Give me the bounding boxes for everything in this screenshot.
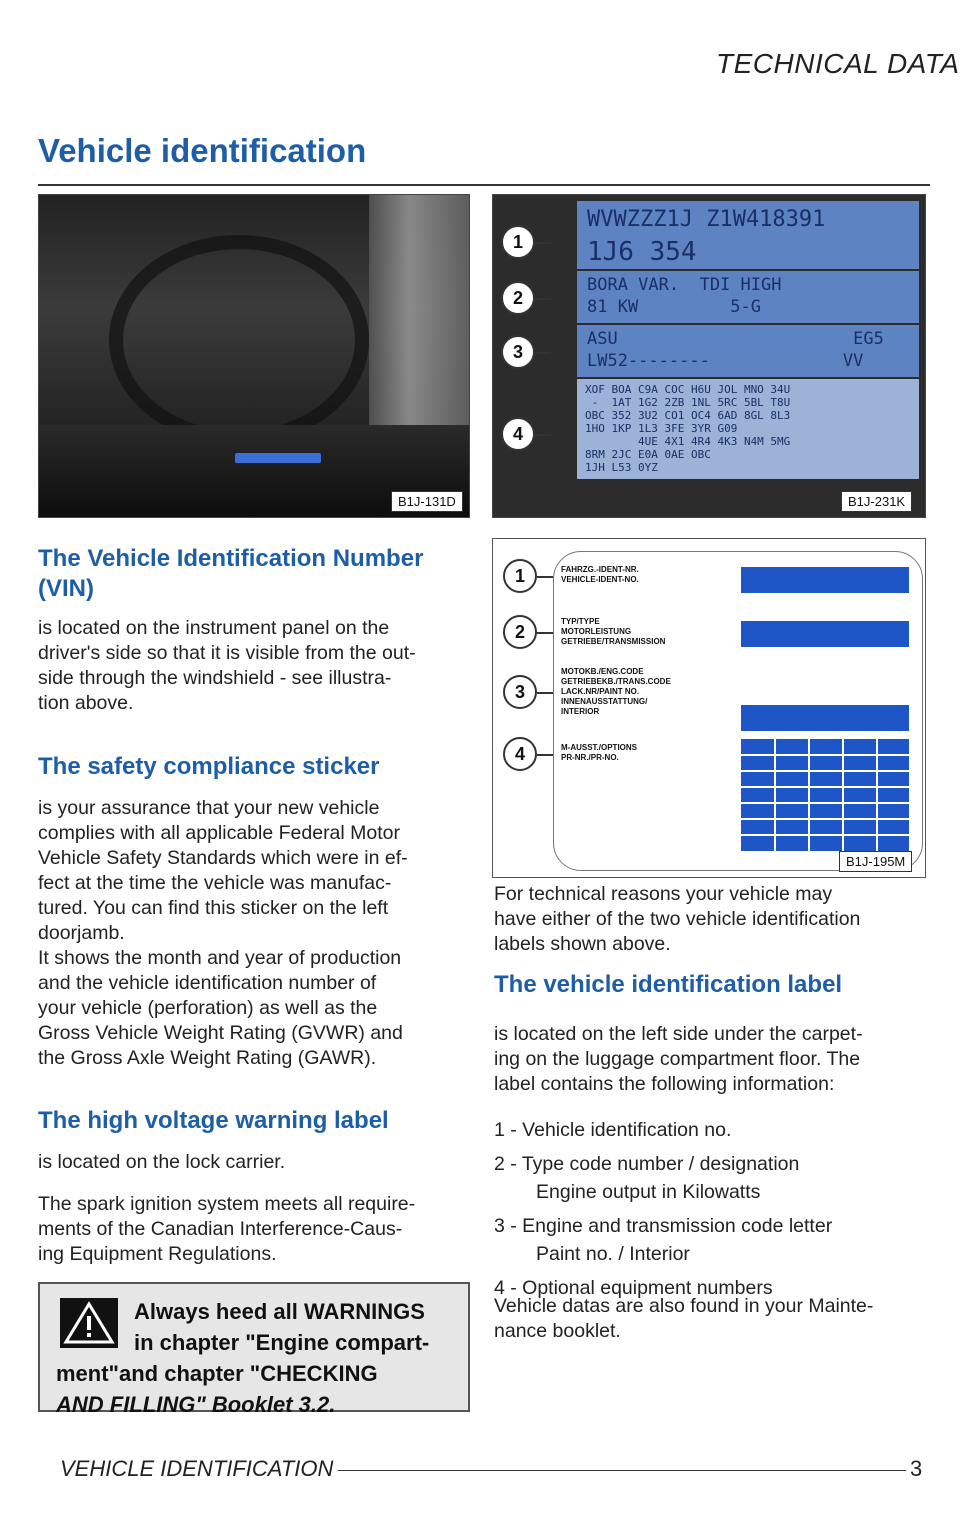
voltage-heading: The high voltage warning label — [38, 1107, 389, 1134]
photo-figure-code: B1J-131D — [391, 491, 463, 512]
warning-line-2: in chapter "Engine compart- — [134, 1330, 430, 1355]
label-marker-3: 3 — [503, 675, 537, 709]
text-line: tured. You can find this sticker on the left — [38, 897, 389, 919]
sticker-option-line: OBC 352 3U2 CO1 OC4 6AD 8GL 8L3 — [585, 409, 791, 422]
label-field-4 — [561, 743, 637, 763]
grid-line — [741, 834, 909, 836]
sticker-line-4: 81 KW 5-G — [587, 297, 761, 317]
text-line: Gross Vehicle Weight Rating (GVWR) and — [38, 1022, 403, 1044]
label-field-text: GETRIEBE/TRANSMISSION — [561, 637, 666, 646]
sticker-band-1 — [577, 201, 919, 269]
sticker-line-2: 1J6 354 — [587, 237, 697, 267]
steering-wheel-graphic — [109, 235, 369, 445]
label-bar-2 — [741, 621, 909, 647]
reasons-paragraph — [494, 882, 930, 957]
label-field-text: LACK.NR/PAINT NO. — [561, 687, 640, 696]
text-line: ing Equipment Regulations. — [38, 1243, 277, 1265]
text-line: ing on the luggage compartment floor. The — [494, 1048, 861, 1070]
title-rule — [38, 184, 930, 186]
label-field-text: GETRIEBEKB./TRANS.CODE — [561, 677, 671, 686]
warning-triangle-icon — [60, 1298, 118, 1348]
text-line: have either of the two vehicle identification — [494, 908, 861, 930]
label-field-1 — [561, 565, 639, 585]
voltage-paragraph — [38, 1192, 474, 1267]
text-line: label contains the following information: — [494, 1073, 835, 1095]
text-line: Vehicle Safety Standards which were in ef- — [38, 847, 408, 869]
sticker-option-line: 1JH L53 0YZ — [585, 461, 658, 474]
label-field-text: M-AUSST./OPTIONS — [561, 743, 638, 752]
sticker-marker-4: 4 — [501, 417, 535, 451]
text-line: labels shown above. — [494, 933, 671, 955]
sticker-band-2 — [577, 271, 919, 323]
label-info-list — [494, 1116, 930, 1302]
text-line: nance booklet. — [494, 1320, 621, 1342]
list-item: Engine output in Kilowatts — [536, 1181, 761, 1203]
text-line: driver's side so that it is visible from the out- — [38, 642, 416, 664]
text-line: ments of the Canadian Interference-Caus- — [38, 1218, 403, 1240]
label-field-text: INTERIOR — [561, 707, 600, 716]
text-line: Vehicle datas are also found in your Mainte- — [494, 1295, 874, 1317]
sticker-marker-2: 2 — [501, 281, 535, 315]
footer-rule — [338, 1470, 906, 1471]
safety-heading: The safety compliance sticker — [38, 753, 380, 780]
sticker-option-line: 8RM 2JC E0A 0AE OBC — [585, 448, 711, 461]
grid-line — [741, 818, 909, 820]
sticker-option-line: XOF BOA C9A COC H6U JOL MNO 34U — [585, 383, 791, 396]
sticker-line-3: BORA VAR. TDI HIGH — [587, 275, 782, 295]
grid-line — [741, 802, 909, 804]
label-field-text: MOTOKB./ENG.CODE — [561, 667, 644, 676]
sticker-option-line: - 1AT 1G2 2ZB 1NL 5RC 5BL T8U — [585, 396, 791, 409]
text-line: your vehicle (perforation) as well as the — [38, 997, 378, 1019]
label-field-3 — [561, 667, 671, 717]
warning-line-4: AND FILLING" Booklet 3.2. — [56, 1392, 336, 1417]
vin-paragraph — [38, 616, 474, 716]
warning-line-1: Always heed all WARNINGS — [134, 1299, 425, 1324]
text-line: fect at the time the vehicle was manufac- — [38, 872, 392, 894]
text-line: is your assurance that your new vehicle — [38, 797, 380, 819]
sticker-band-3 — [577, 325, 919, 377]
grid-line — [741, 786, 909, 788]
text-line: doorjamb. — [38, 922, 125, 944]
vin-sticker-image — [492, 194, 926, 518]
vin-heading: The Vehicle Identification Number (VIN) — [38, 545, 424, 602]
warning-box — [38, 1282, 470, 1417]
label-figure-code: B1J-195M — [839, 851, 912, 872]
safety-paragraph — [38, 796, 474, 1071]
label-bar-1 — [741, 567, 909, 593]
label-field-2 — [561, 617, 665, 647]
label-paragraph — [494, 1022, 930, 1097]
grid-line — [741, 770, 909, 772]
list-item: 2 - Type code number / designation — [494, 1153, 800, 1175]
label-marker-1: 1 — [503, 559, 537, 593]
text-line: the Gross Axle Weight Rating (GAWR). — [38, 1047, 377, 1069]
label-heading: The vehicle identification label — [494, 971, 843, 998]
sticker-options-band — [577, 379, 919, 479]
label-field-text: VEHICLE-IDENT-NO. — [561, 575, 639, 584]
text-line: and the vehicle identification number of — [38, 972, 377, 994]
list-item: Paint no. / Interior — [536, 1243, 690, 1265]
label-marker-4: 4 — [503, 737, 537, 771]
voltage-location-text: is located on the lock carrier. — [38, 1151, 286, 1173]
text-line: is located on the left side under the carpet- — [494, 1023, 863, 1045]
sticker-marker-1: 1 — [501, 225, 535, 259]
label-field-text: FAHRZG.-IDENT-NR. — [561, 565, 639, 574]
label-field-text: MOTORLEISTUNG — [561, 627, 632, 636]
closing-paragraph — [494, 1294, 930, 1344]
label-field-text: INNENAUSSTATTUNG/ — [561, 697, 648, 706]
warning-line-3: ment"and chapter "CHECKING — [56, 1361, 378, 1386]
text-line: complies with all applicable Federal Motor — [38, 822, 400, 844]
label-field-text: PR-NR./PR-NO. — [561, 753, 619, 762]
label-options-grid — [741, 739, 909, 851]
sticker-option-line: 4UE 4X1 4R4 4K3 N4M 5MG — [585, 435, 791, 448]
text-line: It shows the month and year of production — [38, 947, 402, 969]
page-header-title: TECHNICAL DATA — [716, 48, 960, 79]
text-line: For technical reasons your vehicle may — [494, 883, 833, 905]
sticker-line-1: WVWZZZ1J Z1W418391 — [587, 207, 826, 232]
sticker-figure-code: B1J-231K — [841, 491, 912, 512]
label-marker-2: 2 — [503, 615, 537, 649]
sticker-marker-3: 3 — [501, 335, 535, 369]
identification-label-image — [492, 538, 926, 878]
grid-line — [741, 754, 909, 756]
sticker-line-5: ASU EG5 — [587, 329, 884, 349]
text-line: The spark ignition system meets all require- — [38, 1193, 416, 1215]
windshield-photo — [38, 194, 470, 518]
sticker-line-6: LW52-------- VV — [587, 351, 864, 371]
text-line: is located on the instrument panel on the — [38, 617, 390, 639]
footer-title: VEHICLE IDENTIFICATION — [60, 1456, 334, 1481]
text-line: side through the windshield - see illustra- — [38, 667, 392, 689]
section-title: Vehicle identification — [38, 132, 367, 169]
text-line: tion above. — [38, 692, 134, 714]
list-item: 4 - Optional equipment numbers — [494, 1277, 773, 1299]
label-field-text: TYP/TYPE — [561, 617, 600, 626]
sticker-option-line: 1HO 1KP 1L3 3FE 3YR G09 — [585, 422, 738, 435]
list-item: 3 - Engine and transmission code letter — [494, 1215, 833, 1237]
page-number: 3 — [910, 1456, 923, 1481]
list-item: 1 - Vehicle identification no. — [494, 1119, 732, 1141]
label-bar-3 — [741, 705, 909, 731]
vin-plate-graphic — [235, 453, 321, 463]
